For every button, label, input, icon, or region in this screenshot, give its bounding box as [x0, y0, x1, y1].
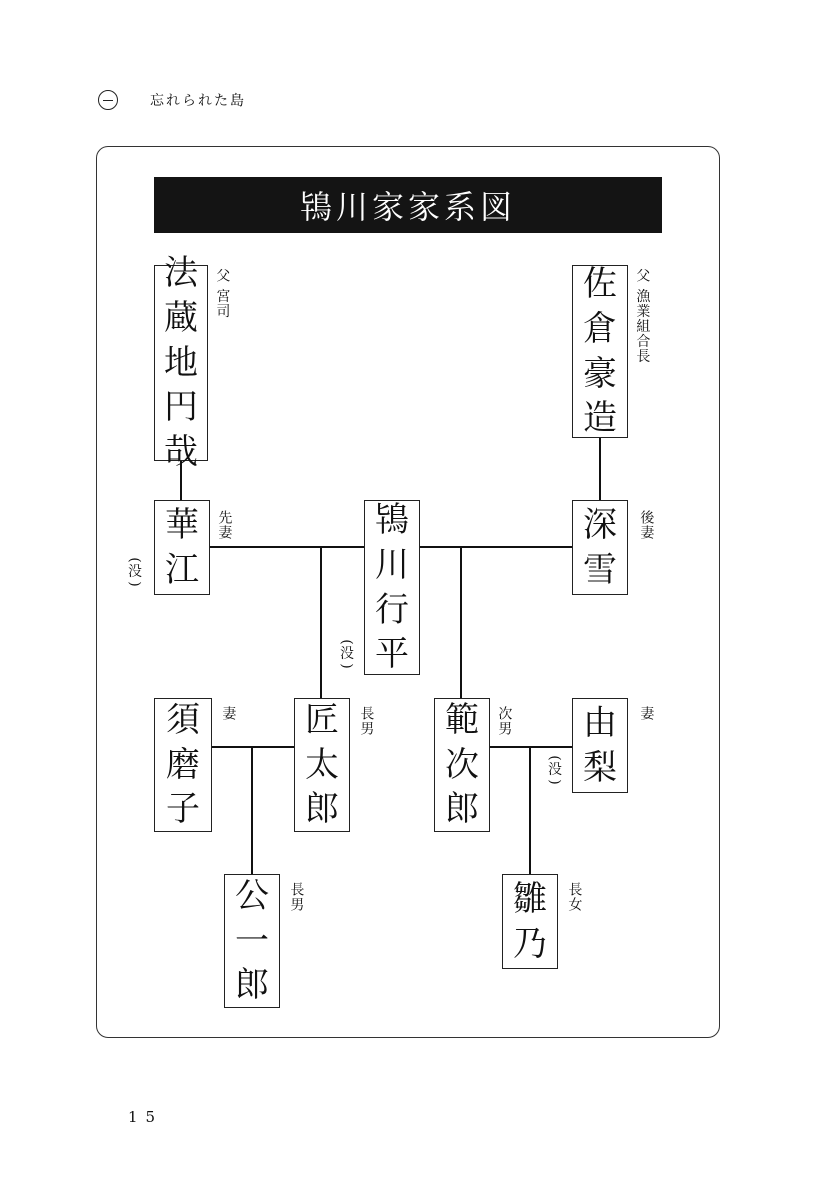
- person-box-miyuki: [572, 500, 628, 595]
- connector-norijiro-yuri: [490, 746, 572, 748]
- person-box-yuri: [572, 698, 628, 793]
- diagram-title: 鴇川家家系図: [154, 177, 662, 233]
- page-number: 15: [128, 1108, 164, 1126]
- name-char: 太: [305, 744, 339, 785]
- name-char: 倉: [583, 308, 617, 349]
- connector-first-marriage-shotaro: [320, 546, 322, 698]
- name-char: 雪: [583, 549, 617, 590]
- name-char: 乃: [513, 923, 547, 964]
- person-box-sumako: [154, 698, 212, 832]
- person-box-hinano: [502, 874, 558, 969]
- person-box-kohei: [364, 500, 420, 675]
- label-shotaro: 長男: [358, 706, 375, 736]
- name-char: 深: [583, 504, 617, 545]
- chapter-title: 忘れられた島: [150, 93, 246, 109]
- connector-kohei-miyuki: [420, 546, 572, 548]
- name-char: 匠: [305, 699, 339, 740]
- name-char: 法: [164, 252, 198, 293]
- label-yuri: 妻: [638, 706, 655, 721]
- label-hozochi: 父 宮司: [214, 268, 231, 319]
- connector-sumako-shotaro: [212, 746, 294, 748]
- name-char: 子: [166, 789, 200, 830]
- person-box-hanae: [154, 500, 210, 595]
- name-char: 郎: [445, 789, 479, 830]
- deceased-marker-kohei: ( 没 ): [339, 639, 355, 669]
- name-char: 豪: [583, 353, 617, 394]
- name-char: 郎: [235, 965, 269, 1006]
- name-char: 須: [166, 699, 200, 740]
- connector-sakura-miyuki: [599, 437, 601, 500]
- person-box-norijiro: [434, 698, 490, 832]
- name-char: 江: [165, 549, 199, 590]
- name-char: 次: [445, 744, 479, 785]
- connector-hanae-kohei: [210, 546, 364, 548]
- name-char: 由: [583, 702, 617, 743]
- name-char: 鴇: [375, 499, 409, 540]
- connector-second-marriage-norijiro: [460, 546, 462, 698]
- name-char: 梨: [583, 747, 617, 788]
- name-char: 地: [164, 342, 198, 383]
- connector-norijiro-hinano: [529, 746, 531, 874]
- person-box-sakura-gozo: [572, 265, 628, 438]
- label-koichiro: 長男: [288, 882, 305, 912]
- deceased-marker-yuri: ( 没 ): [547, 755, 563, 785]
- name-char: 造: [583, 398, 617, 439]
- chapter-number-mark: [98, 90, 118, 110]
- deceased-marker-hanae: ( 没 ): [127, 557, 143, 587]
- name-char: 範: [445, 699, 479, 740]
- name-char: 蔵: [164, 297, 198, 338]
- connector-shotaro-koichiro: [251, 746, 253, 874]
- name-char: 円: [164, 387, 198, 428]
- label-hinano: 長女: [566, 882, 583, 912]
- name-char: 磨: [166, 744, 200, 785]
- name-char: 行: [375, 589, 409, 630]
- person-box-koichiro: [224, 874, 280, 1008]
- name-char: 華: [165, 504, 199, 545]
- name-char: 川: [375, 544, 409, 585]
- label-hanae: 先妻: [216, 510, 233, 540]
- name-char: 郎: [305, 789, 339, 830]
- name-char: 雛: [513, 878, 547, 919]
- person-box-hozochi-enya: [154, 252, 208, 473]
- label-sumako: 妻: [220, 706, 237, 721]
- label-norijiro: 次男: [496, 706, 513, 736]
- name-char: 公: [235, 875, 269, 916]
- name-char: 哉: [164, 432, 198, 473]
- label-miyuki: 後妻: [638, 510, 655, 540]
- label-sakura: 父 漁業組合長: [634, 268, 651, 364]
- name-char: 佐: [583, 263, 617, 304]
- name-char: 平: [375, 634, 409, 675]
- name-char: 一: [235, 920, 269, 961]
- person-box-shotaro: [294, 698, 350, 832]
